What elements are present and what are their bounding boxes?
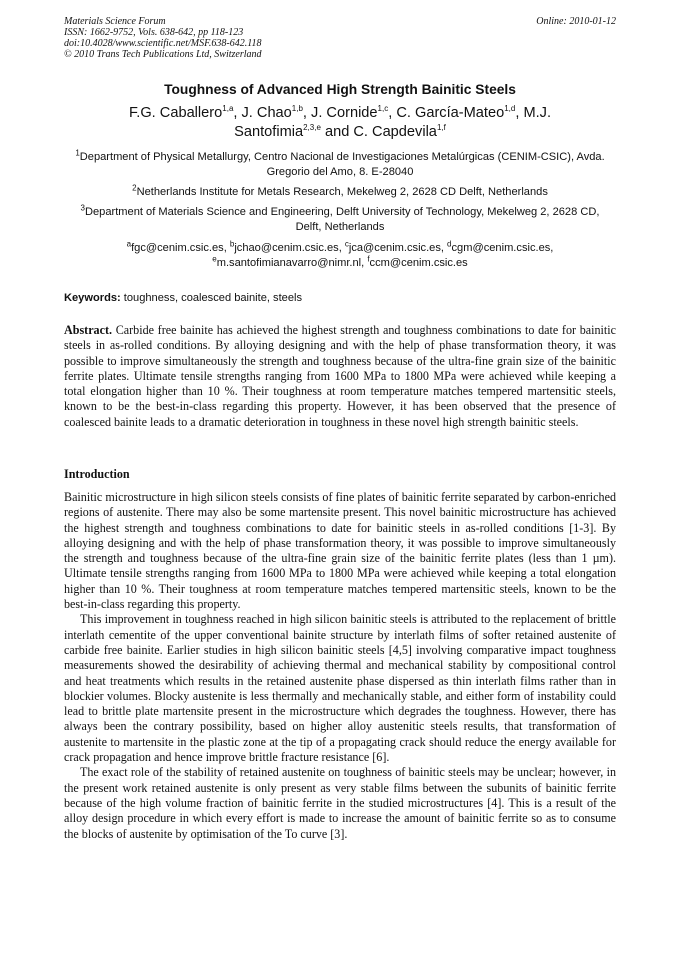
introduction-body	[64, 490, 616, 842]
author: J. Chao$^{1,b}$,	[241, 104, 312, 121]
issn-line: ISSN: 1662-9752, Vols. 638-642, pp 118-123	[64, 27, 244, 38]
doi-line: doi:10.4028/www.scientific.net/MSF.638-642.118	[64, 38, 262, 49]
paragraph: This improvement in toughness reached in high silicon bainitic steels is attributed to the replacement of brittle interlath cementite of the upper conventional bainite structure by interlath films of softer retained austenite of carbide free bainite. Earlier studies in high silicon bainitic steels [4,5] involving comparative impact toughness measurements showed the desirability of achieving thermal and mechanical stability by compositional control and heat treatments which results in the retained austenite phase dispersed as thin interlath films rather than in blockier volumes. Blocky austenite is less thermally and mechanically stable, and either form of instability could lead to brittle plate martensite present in the microstructure which degrades the toughness. However, there has always been the contrary possibility, based on higher alloy austenitic steels results, that transformation of austenite to martensite in the plastic zone at the tip of a propagating crack should reduce the energy available for crack propagation and hence improve brittle fracture resistance [6].	[64, 612, 616, 765]
email: $^d$cgm@cenim.csic.es,	[447, 239, 554, 254]
keywords	[64, 291, 616, 305]
paragraph: The exact role of the stability of retained austenite on toughness of bainitic steels may be unclear; however, in the present work retained austenite is only present as very stable films between the subunits of bainitic ferrite because of the high volume fraction of bainitic ferrite in the studied microstructures [4]. This is a result of the alloy design procedure in which every effort is made to increase the amount of bainitic ferrite so as to consume the blocks of austenite by optimisation of the To curve [3].	[64, 765, 616, 841]
email: $^b$jchao@cenim.csic.es,	[229, 239, 345, 254]
author: M.J. Santofimia$^{2,3,e}$ and	[234, 105, 552, 140]
paragraph: Bainitic microstructure in high silicon steels consists of fine plates of bainitic ferrite separated by carbon-enriched regions of austenite. There may also be some martensite present. This novel bainitic microstructure has achieved the highest strength and toughness combinations to date for bainitic steels in as-rolled conditions [1-3]. By alloying designing and with the help of phase transformation theory, it was possible to improve simultaneously the strength and toughness because of the ultra-fine grain size of the bainitic ferrite plates (less than 1 µm). Ultimate tensile strengths ranging from 1600 MPa to 1800 MPa were achieved while keeping a total elongation higher than 10 %. Their toughness at room temperature matches tempered martensitic steels, known to be the best-in-class regarding this property.	[64, 490, 616, 612]
keywords-text: toughness, coalesced bainite, steels	[120, 292, 303, 304]
email: $^a$fgc@cenim.csic.es,	[126, 239, 230, 254]
journal-header	[64, 16, 616, 60]
author: J. Cornide$^{1,c}$,	[311, 104, 397, 121]
email-list	[70, 241, 610, 271]
abstract-label: Abstract.	[64, 323, 113, 337]
online-date: Online: 2010-01-12	[536, 16, 616, 27]
author-list	[84, 104, 596, 142]
email: $^e$m.santofimianavarro@nimr.nl,	[212, 254, 368, 269]
author: C. Capdevila$^{1,f}$	[353, 123, 446, 140]
abstract	[64, 323, 616, 430]
affiliation-2: $^2$Netherlands Institute for Metals Research, Mekelweg 2, 2628 CD Delft, Netherlands	[132, 183, 548, 198]
copyright-line: © 2010 Trans Tech Publications Ltd, Switzerland	[64, 49, 262, 60]
author: C. García-Mateo$^{1,d}$,	[396, 104, 524, 121]
paper-title: Toughness of Advanced High Strength Bainitic Steels	[164, 82, 516, 97]
author: F.G. Caballero$^{1,a}$,	[128, 104, 242, 121]
affiliation-3: $^3$Department of Materials Science and Engineering, Delft University of Technology, Mekelweg 2, 2628 CD, Delft, Netherlands	[80, 203, 600, 233]
email: $^f$ccm@cenim.csic.es	[367, 254, 468, 269]
section-heading-introduction: Introduction	[64, 467, 130, 481]
affiliation-1: $^1$Department of Physical Metallurgy, Centro Nacional de Investigaciones Metalúrgicas (CENIM-CSIC), Avda. Gregorio del Amo, 8. E-28040	[75, 148, 605, 178]
keywords-label: Keywords:	[64, 292, 121, 304]
abstract-text: Carbide free bainite has achieved the highest strength and toughness combinations to date for bainitic steels in as-rolled conditions. By alloying designing and with the help of phase transformation theory, it was possible to improve simultaneously the strength and toughness because of the ultra-fine grain size of the bainitic ferrite plates. Ultimate tensile strengths ranging from 1600 MPa to 1800 MPa were achieved while keeping a total elongation higher than 10 %. Their toughness at room temperature matches tempered martensitic steels, known to be the best-in-class regarding this property. However, it has been observed that the presence of coalesced bainite leads to a dramatic deterioration in toughness in these novel high strength bainitic steels.	[64, 323, 616, 429]
email: $^c$jca@cenim.csic.es,	[344, 239, 448, 254]
journal-name: Materials Science Forum	[64, 16, 166, 27]
